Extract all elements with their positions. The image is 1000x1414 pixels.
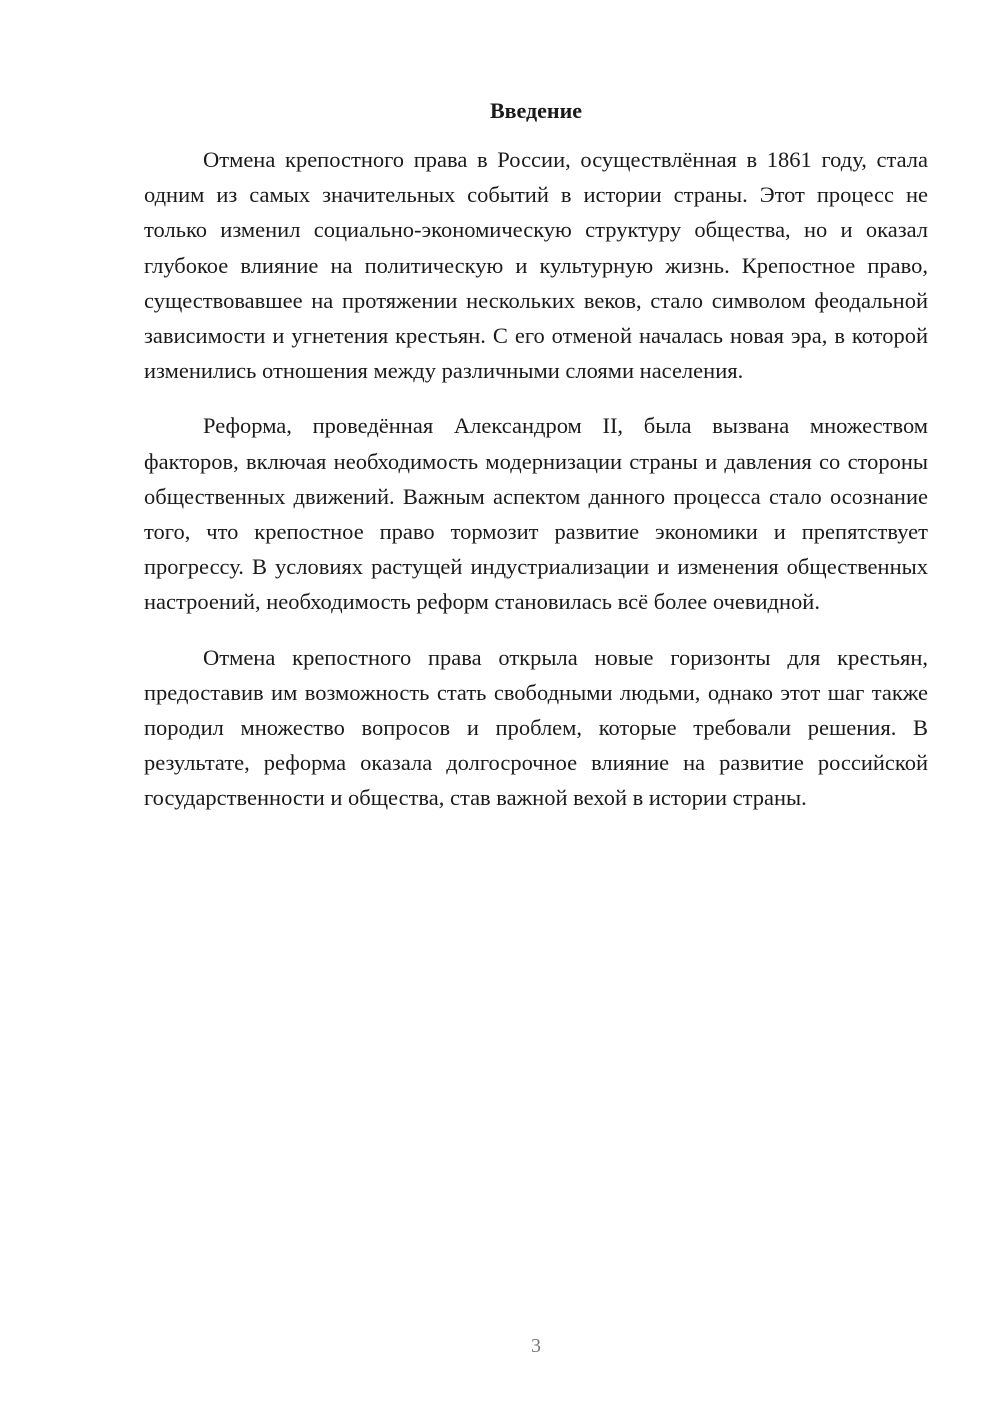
paragraph-1: Отмена крепостного права в России, осуществлённая в 1861 году, стала одним из самых значительных событий в истории страны. Этот процесс не только изменил социально-экономическую структуру общества, но и оказал глубокое влияние на политическую и культурную жизнь. Крепостное право, существовавшее на протяжении нескольких веков, стало символом феодальной зависимости и угнетения крестьян. С его отменой началась новая эра, в которой изменились отношения между различными слоями населения. xyxy=(144,147,928,384)
paragraph-3: Отмена крепостного права открыла новые горизонты для крестьян, предоставив им возможность стать свободными людьми, однако этот шаг также породил множество вопросов и проблем, которые требовали решения. В результате, реформа оказала долгосрочное влияние на развитие российской государственности и общества, став важной вехой в истории страны. xyxy=(144,644,928,811)
page-title: Введение xyxy=(489,98,583,123)
paragraph-2: Реформа, проведённая Александром II, была вызвана множеством факторов, включая необходимость модернизации страны и давления со стороны общественных движений. Важным аспектом данного процесса стало осознание того, что крепостное право тормозит развитие экономики и препятствует прогрессу. В условиях растущей индустриализации и изменения общественных настроений, необходимость реформ становилась всё более очевидной. xyxy=(144,413,928,615)
document-body xyxy=(144,142,928,836)
page-number: 3 xyxy=(531,1335,541,1357)
